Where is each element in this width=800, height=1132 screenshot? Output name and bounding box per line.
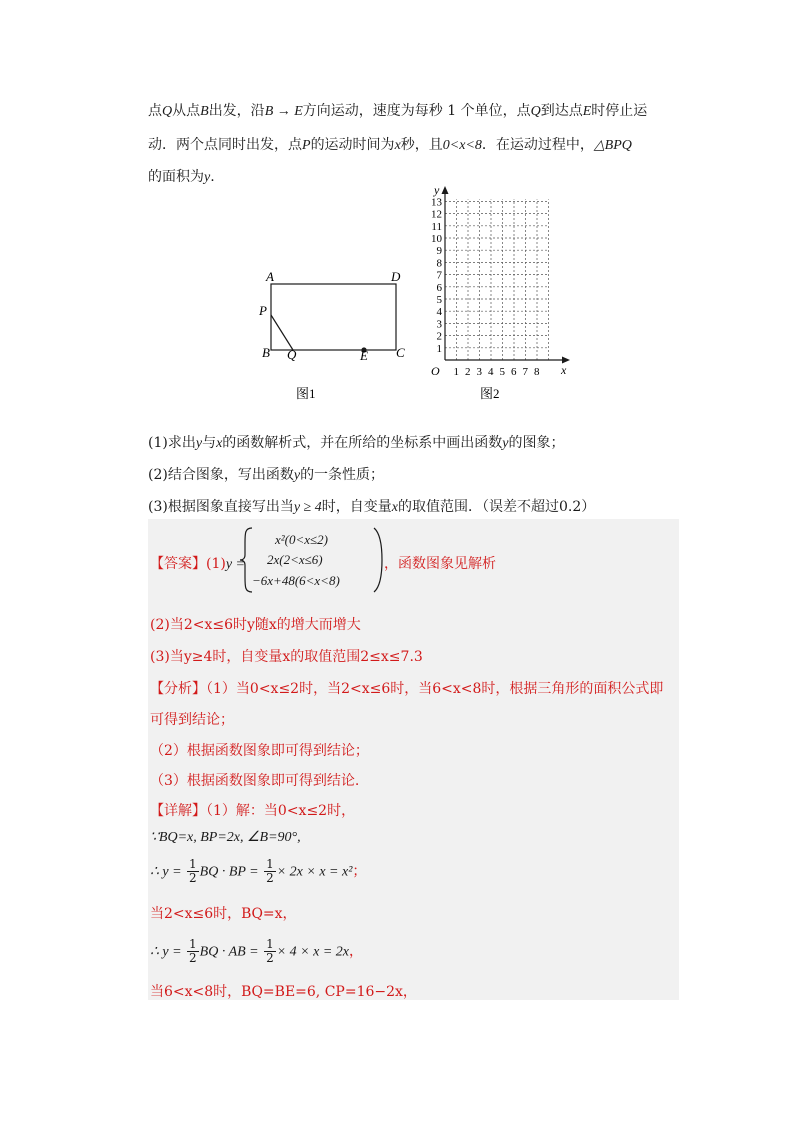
- y-tick-label: 3: [436, 318, 442, 331]
- y-tick-label: 8: [436, 257, 442, 270]
- y-tick-label: 9: [436, 245, 442, 258]
- label-d: D: [391, 269, 401, 284]
- figure-2-grid: [420, 183, 580, 403]
- x-axis-label: x: [561, 363, 567, 377]
- x-tick-label: 2: [465, 366, 471, 378]
- x-tick-label: 3: [476, 366, 482, 378]
- answer-3: (3)当y≥4时，自变量x的取值范围2≤x≤7.3: [150, 649, 423, 665]
- y-tick-label: 6: [436, 281, 442, 294]
- analysis-tag: 【分析】: [150, 681, 206, 697]
- y-tick-label: 10: [431, 233, 442, 245]
- label-p: P: [259, 303, 267, 318]
- x-tick-labels: [454, 366, 541, 378]
- question-1: (1)求出y与x的函数解析式，并在所给的坐标系中画出函数y的图象；: [148, 435, 565, 451]
- analysis-line-3: （2）根据函数图象即可得到结论；: [150, 743, 369, 759]
- figure-1-rectangle: [250, 265, 420, 405]
- y-tick-label: 11: [431, 220, 442, 233]
- label-e: E: [360, 348, 368, 363]
- y-tick-label: 12: [431, 208, 442, 221]
- answer-1-suffix: ，函数图象见解析: [384, 556, 496, 572]
- answer-2: (2)当2<x≤6时y随x的增大而增大: [150, 617, 361, 633]
- y-tick-label: 7: [436, 269, 442, 282]
- answer-tag-line: 【答案】(1)y =: [150, 556, 246, 572]
- x-tick-label: 1: [453, 366, 459, 378]
- problem-line-2: 动．两个点同时出发，点P的运动时间为x秒，且0<x<8．在运动过程中，△BPQ: [148, 137, 632, 153]
- analysis-line-4: （3）根据函数图象即可得到结论.: [150, 773, 360, 789]
- y-tick-label: 13: [431, 196, 442, 209]
- figure-1-caption: 图1: [296, 386, 316, 401]
- y-tick-label: 5: [436, 294, 442, 306]
- answer-tag: 【答案】: [150, 556, 206, 572]
- origin-label: O: [431, 364, 440, 378]
- label-c: C: [396, 345, 405, 360]
- solution-line-2: ∵BQ=x, BP=2x, ∠B=90°,: [150, 830, 301, 845]
- solution-line-4: 当2<x≤6时，BQ=x，: [150, 906, 297, 922]
- question-3: (3)根据图象直接写出当y ≥ 4时，自变量x的取值范围．（误差不超过0.2）: [148, 499, 596, 515]
- solution-line-6: 当6<x<8时，BQ=BE=6, CP=16−2x，: [150, 984, 417, 1000]
- analysis-line-1: 【分析】（1）当0<x≤2时，当2<x≤6时，当6<x<8时，根据三角形的面积公式即: [150, 681, 664, 697]
- figure-2-caption: 图2: [480, 386, 500, 401]
- label-b: B: [262, 345, 270, 360]
- y-axis-label: y: [434, 183, 440, 197]
- x-tick-label: 6: [511, 366, 517, 378]
- rectangle-abcd: [271, 284, 396, 350]
- solution-line-5: ∴ y = $\frac{1}{2}$ BQ · AB = $\frac{1}{2}$ × 4 × x = 2x，: [150, 937, 364, 965]
- x-tick-label: 8: [534, 366, 540, 378]
- y-axis-arrow-icon: [442, 186, 449, 194]
- analysis-line-2: 可得到结论；: [150, 712, 234, 728]
- y-tick-label: 1: [436, 342, 442, 355]
- y-tick-label: 2: [436, 330, 442, 343]
- y-tick-label: 4: [436, 306, 442, 319]
- solution-tag: 【详解】: [150, 803, 206, 819]
- question-2: (2)结合图象，写出函数y的一条性质；: [148, 467, 385, 483]
- label-q: Q: [287, 347, 297, 362]
- solution-line-3: ∴ y = $\frac{1}{2}$ BQ · BP = $\frac{1}{2}$ × 2x × x = x²；: [150, 857, 367, 885]
- solution-line-1: 【详解】（1）解：当0<x≤2时，: [150, 803, 356, 819]
- x-tick-label: 7: [522, 366, 528, 378]
- grid-lines: [445, 199, 549, 360]
- label-a: A: [266, 269, 274, 284]
- piece-case-2: 2x(2<x≤6): [267, 552, 323, 567]
- piece-case-3: −6x+48(6<x<8): [252, 573, 340, 588]
- segment-pq: [271, 315, 293, 350]
- y-tick-labels: [431, 196, 443, 354]
- problem-line-3: 的面积为y.: [148, 169, 215, 185]
- piece-case-1: x²(0<x≤2): [275, 532, 329, 547]
- x-tick-label: 5: [499, 366, 505, 378]
- problem-line-1: 点Q从点B出发，沿B → E方向运动，速度为每秒 1 个单位，点Q到达点E时停止运: [148, 103, 648, 119]
- x-tick-label: 4: [488, 366, 494, 378]
- answer-y-equals: y =: [225, 557, 246, 572]
